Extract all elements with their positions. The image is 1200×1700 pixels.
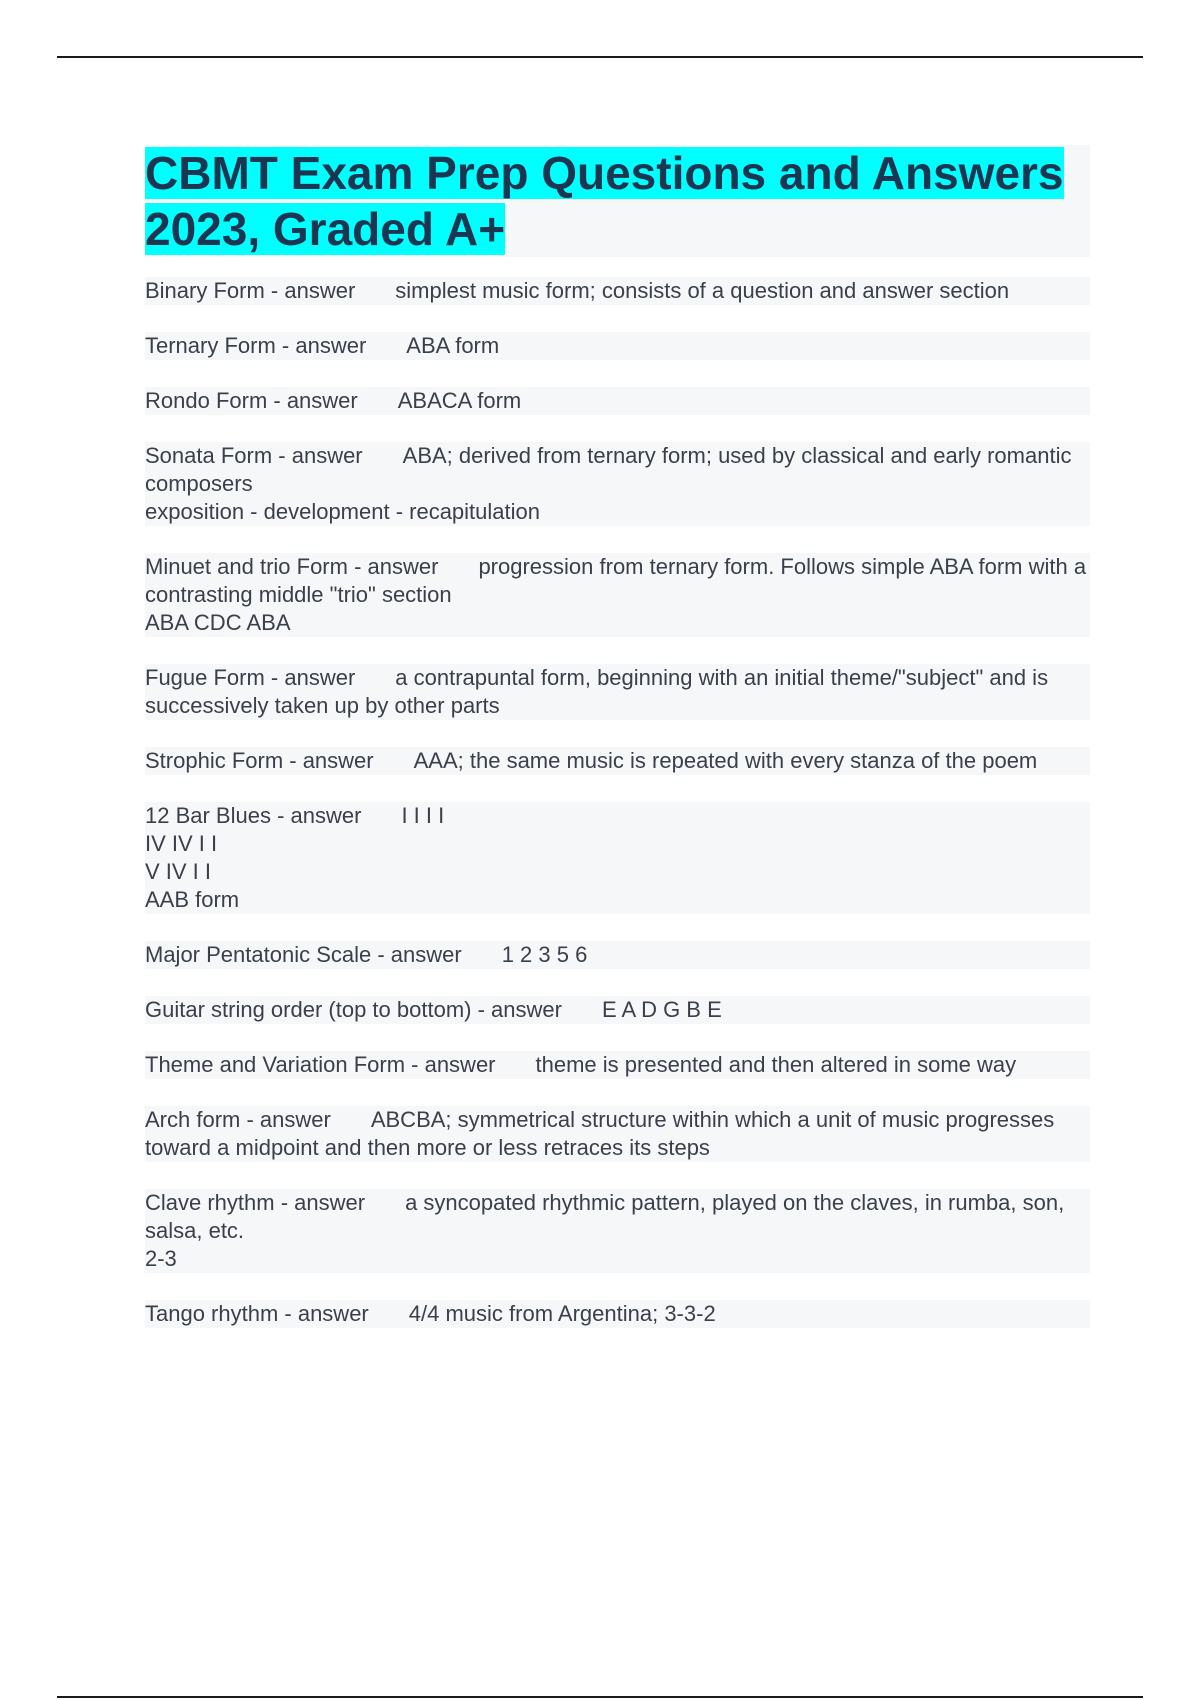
qa-entry: [145, 802, 1090, 914]
question-term: Guitar string order (top to bottom) - answer: [145, 997, 562, 1022]
qa-entry: [145, 387, 1090, 415]
title-block: [145, 145, 1090, 257]
bottom-rule: [57, 1696, 1143, 1698]
answer-text: a contrapuntal form, beginning with an initial theme/"subject" and is successively taken up by other parts: [145, 665, 1049, 718]
qa-entry: [145, 332, 1090, 360]
qa-entry: [145, 1106, 1090, 1162]
title-highlight: CBMT Exam Prep Questions and Answers 2023, Graded A+: [145, 147, 1064, 255]
answer-text: ABACA form: [397, 388, 522, 413]
answer-extra-line: ABA CDC ABA: [145, 610, 291, 635]
answer-extra-line: IV IV I I: [145, 831, 218, 856]
qa-entry: [145, 996, 1090, 1024]
answer-extra-line: 2-3: [145, 1246, 177, 1271]
question-term: Sonata Form - answer: [145, 443, 363, 468]
answer-extra-line: exposition - development - recapitulation: [145, 499, 541, 524]
answer-text: 4/4 music from Argentina; 3-3-2: [408, 1301, 716, 1326]
answer-text: E A D G B E: [601, 997, 722, 1022]
answer-text: ABCBA; symmetrical structure within which a unit of music progresses toward a midpoint and then more or less retraces its steps: [145, 1107, 1055, 1160]
question-term: Binary Form - answer: [145, 278, 356, 303]
qa-entry-first-line: [145, 664, 1090, 720]
qa-entry: [145, 1189, 1090, 1273]
question-term: Theme and Variation Form - answer: [145, 1052, 496, 1077]
answer-text: simplest music form; consists of a question and answer section: [395, 278, 1010, 303]
question-term: Fugue Form - answer: [145, 665, 356, 690]
answer-text: ABA; derived from ternary form; used by classical and early romantic composers: [145, 443, 1072, 496]
answer-text: a syncopated rhythmic pattern, played on the claves, in rumba, son, salsa, etc.: [145, 1190, 1065, 1243]
qa-entry: [145, 747, 1090, 775]
top-rule: [57, 56, 1143, 58]
answer-text: 1 2 3 5 6: [501, 942, 588, 967]
answer-text: ABA form: [406, 333, 500, 358]
qa-entry: [145, 1300, 1090, 1328]
qa-entry: [145, 553, 1090, 637]
qa-entry: [145, 442, 1090, 526]
question-term: Major Pentatonic Scale - answer: [145, 942, 462, 967]
question-term: Tango rhythm - answer: [145, 1301, 369, 1326]
qa-entry: [145, 277, 1090, 305]
question-term: Minuet and trio Form - answer: [145, 554, 439, 579]
qa-entry: [145, 1051, 1090, 1079]
question-term: Strophic Form - answer: [145, 748, 374, 773]
qa-entry: [145, 664, 1090, 720]
document-body: [145, 145, 1090, 1355]
qa-entry-first-line: [145, 1300, 1090, 1328]
answer-extra-line: AAB form: [145, 887, 240, 912]
qa-entry-first-line: [145, 941, 1090, 969]
qa-entry-first-line: [145, 387, 1090, 415]
question-term: Arch form - answer: [145, 1107, 331, 1132]
qa-entry-first-line: [145, 277, 1090, 305]
answer-text: theme is presented and then altered in some way: [535, 1052, 1017, 1077]
qa-entry-first-line: [145, 996, 1090, 1024]
document-title: [145, 145, 1090, 257]
answer-extra-line: V IV I I: [145, 859, 212, 884]
qa-entry-first-line: [145, 332, 1090, 360]
qa-entry-first-line: [145, 747, 1090, 775]
answer-text: progression from ternary form. Follows simple ABA form with a contrasting middle "trio" section: [145, 554, 1087, 607]
qa-entry-first-line: [145, 1189, 1090, 1245]
answer-text: AAA; the same music is repeated with every stanza of the poem: [413, 748, 1038, 773]
qa-entry-first-line: [145, 802, 1090, 830]
qa-list: [145, 277, 1090, 1328]
question-term: 12 Bar Blues - answer: [145, 803, 362, 828]
qa-entry-first-line: [145, 1051, 1090, 1079]
qa-entry-first-line: [145, 553, 1090, 609]
answer-text: I I I I: [401, 803, 445, 828]
qa-entry-first-line: [145, 1106, 1090, 1162]
qa-entry: [145, 941, 1090, 969]
qa-entry-first-line: [145, 442, 1090, 498]
question-term: Ternary Form - answer: [145, 333, 367, 358]
question-term: Clave rhythm - answer: [145, 1190, 366, 1215]
question-term: Rondo Form - answer: [145, 388, 358, 413]
